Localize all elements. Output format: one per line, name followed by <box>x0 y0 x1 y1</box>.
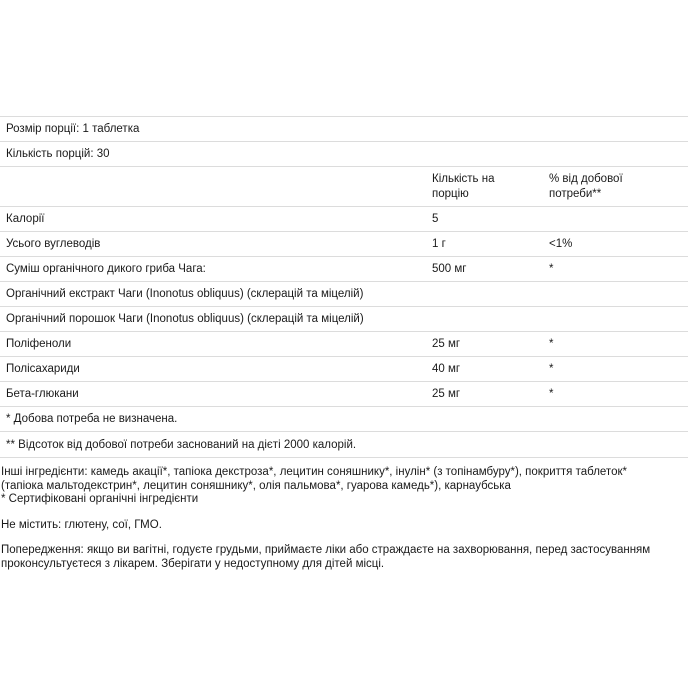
nutrient-amount: 25 мг <box>432 388 461 400</box>
nutrient-name: Калорії <box>6 213 45 225</box>
amount-header: Кількість на порцію <box>432 172 495 200</box>
nutrient-name: Усього вуглеводів <box>6 238 101 250</box>
nutrient-dv: * <box>549 363 554 375</box>
nutrient-name: Суміш органічного дикого гриба Чага: <box>6 263 206 275</box>
nutrient-amount: 500 мг <box>432 263 467 275</box>
nutrient-dv: * <box>549 338 554 350</box>
footnote-row-2 <box>0 432 688 458</box>
free-from: Не містить: глютену, сої, ГМО. <box>1 518 162 531</box>
nutrient-amount: 40 мг <box>432 363 461 375</box>
table-row <box>0 332 688 357</box>
nutrient-dv: * <box>549 263 554 275</box>
servings-count-row <box>0 142 688 167</box>
nutrient-name: Полісахариди <box>6 363 80 375</box>
nutrient-dv: * <box>549 388 554 400</box>
servings-count: Кількість порцій: 30 <box>6 148 110 160</box>
nutrient-name: Органічний порошок Чаги (Inonotus obliquus) (склерацій та міцелій) <box>6 313 364 325</box>
notes-block <box>1 466 687 571</box>
footnote-1: * Добова потреба не визначена. <box>6 413 178 425</box>
serving-size: Розмір порції: 1 таблетка <box>6 123 140 135</box>
dv-header: % від добової потреби** <box>549 172 623 200</box>
footnote-2: ** Відсоток від добової потреби заснований на дієті 2000 калорій. <box>6 438 357 451</box>
table-row <box>0 207 688 232</box>
table-row <box>0 307 688 332</box>
supplement-facts-table <box>0 116 688 458</box>
table-row <box>0 357 688 382</box>
serving-size-row <box>0 117 688 142</box>
warning: Попередження: якщо ви вагітні, годуєте грудьми, приймаєте ліки або страждаєте на захворювання, перед застосуванням проконсультуєтеся з лікарем. Зберігати у недоступному для дітей місці. <box>1 544 651 570</box>
table-row <box>0 257 688 282</box>
nutrient-name: Бета-глюкани <box>6 388 79 400</box>
nutrient-amount: 5 <box>432 213 439 225</box>
table-row <box>0 232 688 257</box>
table-row <box>0 382 688 407</box>
nutrient-amount: 25 мг <box>432 338 461 350</box>
nutrient-name: Поліфеноли <box>6 338 72 350</box>
footnote-row-1 <box>0 407 688 432</box>
table-row <box>0 282 688 307</box>
table-header-row <box>0 167 688 207</box>
nutrient-dv: <1% <box>549 238 573 250</box>
nutrient-amount: 1 г <box>432 238 446 250</box>
other-ingredients: Інші інгредієнти: камедь акації*, тапіока декстроза*, лецитин соняшнику*, інулін* (з топінамбуру*), покриття таблеток* (тапіока мальтодекстрин*, лецитин соняшнику*, олія пальмова*, гуарова камедь*), карнаубська * Сертифіковані органічні інгредієнти <box>1 466 627 505</box>
nutrient-name: Органічний екстракт Чаги (Inonotus obliquus) (склерацій та міцелій) <box>6 288 364 300</box>
